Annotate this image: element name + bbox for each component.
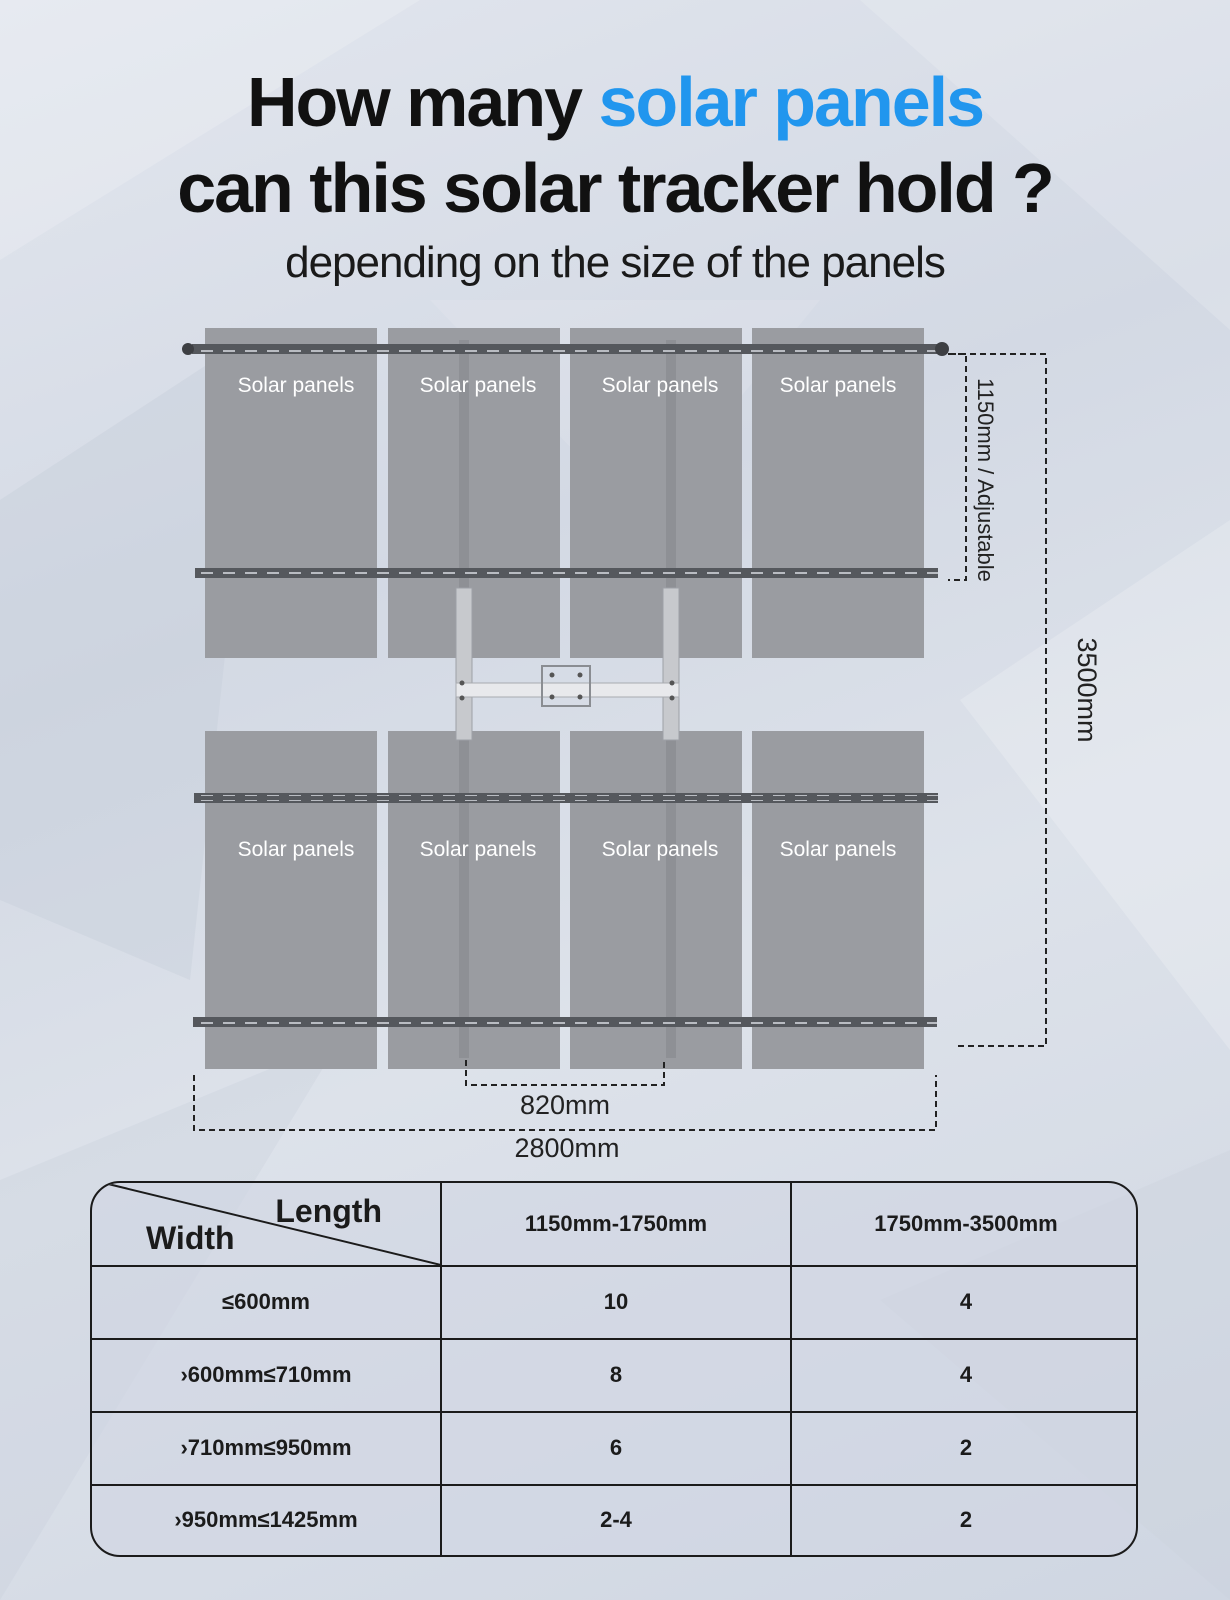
table-row xyxy=(92,1266,1138,1339)
table-cell: 8 xyxy=(441,1339,791,1412)
tracker-diagram xyxy=(0,300,1230,1170)
panel-label: Solar panels xyxy=(237,374,355,397)
post-segment xyxy=(663,588,679,740)
dimension-rail-gap xyxy=(948,354,966,580)
rail xyxy=(195,568,938,578)
table-row xyxy=(92,1339,1138,1412)
crossbar xyxy=(456,683,679,697)
capacity-table xyxy=(90,1181,1138,1557)
rail xyxy=(194,793,938,803)
post-segment xyxy=(456,588,472,740)
column-header: 1150mm-1750mm xyxy=(441,1183,791,1266)
subtitle: depending on the size of the panels xyxy=(285,238,945,287)
dimension-label-height: 3500mm xyxy=(1072,637,1102,743)
dimension-label-rail-gap: 1150mm / Adjustable xyxy=(973,378,998,582)
table-header-row xyxy=(92,1183,1138,1266)
row-header: ›600mm≤710mm xyxy=(92,1339,441,1412)
corner-length-label: Length xyxy=(275,1193,382,1229)
rail xyxy=(193,1017,937,1027)
table-cell: 2 xyxy=(959,1507,973,1533)
row-header: ›950mm≤1425mm xyxy=(92,1485,441,1555)
table-cell: 2 xyxy=(791,1412,1138,1485)
title-line-1: How many solar panels xyxy=(246,63,984,141)
panel-label: Solar panels xyxy=(779,374,897,397)
panel-label: Solar panels xyxy=(419,374,537,397)
row-header: ›710mm≤950mm xyxy=(92,1412,441,1485)
panel-label: Solar panels xyxy=(237,838,355,861)
column-header: 1750mm-3500mm xyxy=(791,1183,1138,1266)
table-row xyxy=(92,1485,1138,1555)
table-row xyxy=(92,1412,1138,1485)
dimension-label-width: 2800mm xyxy=(514,1133,620,1163)
corner-width-label: Width xyxy=(146,1220,235,1256)
table-cell: 2-4 xyxy=(441,1485,791,1555)
table-cell: 10 xyxy=(441,1266,791,1339)
title-highlight: solar panels xyxy=(598,63,984,141)
panel-label: Solar panels xyxy=(601,374,719,397)
row-header: ≤600mm xyxy=(92,1266,441,1339)
panel-label: Solar panels xyxy=(601,838,719,861)
table-cell: 4 xyxy=(791,1266,1138,1339)
corner-diagonal xyxy=(92,1183,441,1265)
corner-cell xyxy=(92,1183,441,1266)
panel-label: Solar panels xyxy=(779,838,897,861)
panel-label: Solar panels xyxy=(419,838,537,861)
table-cell: 6 xyxy=(441,1412,791,1485)
rail xyxy=(182,342,949,356)
dimension-label-spacing: 820mm xyxy=(519,1090,611,1120)
table-cell: 4 xyxy=(791,1339,1138,1412)
title-line-2: can this solar tracker hold ? xyxy=(177,149,1053,227)
